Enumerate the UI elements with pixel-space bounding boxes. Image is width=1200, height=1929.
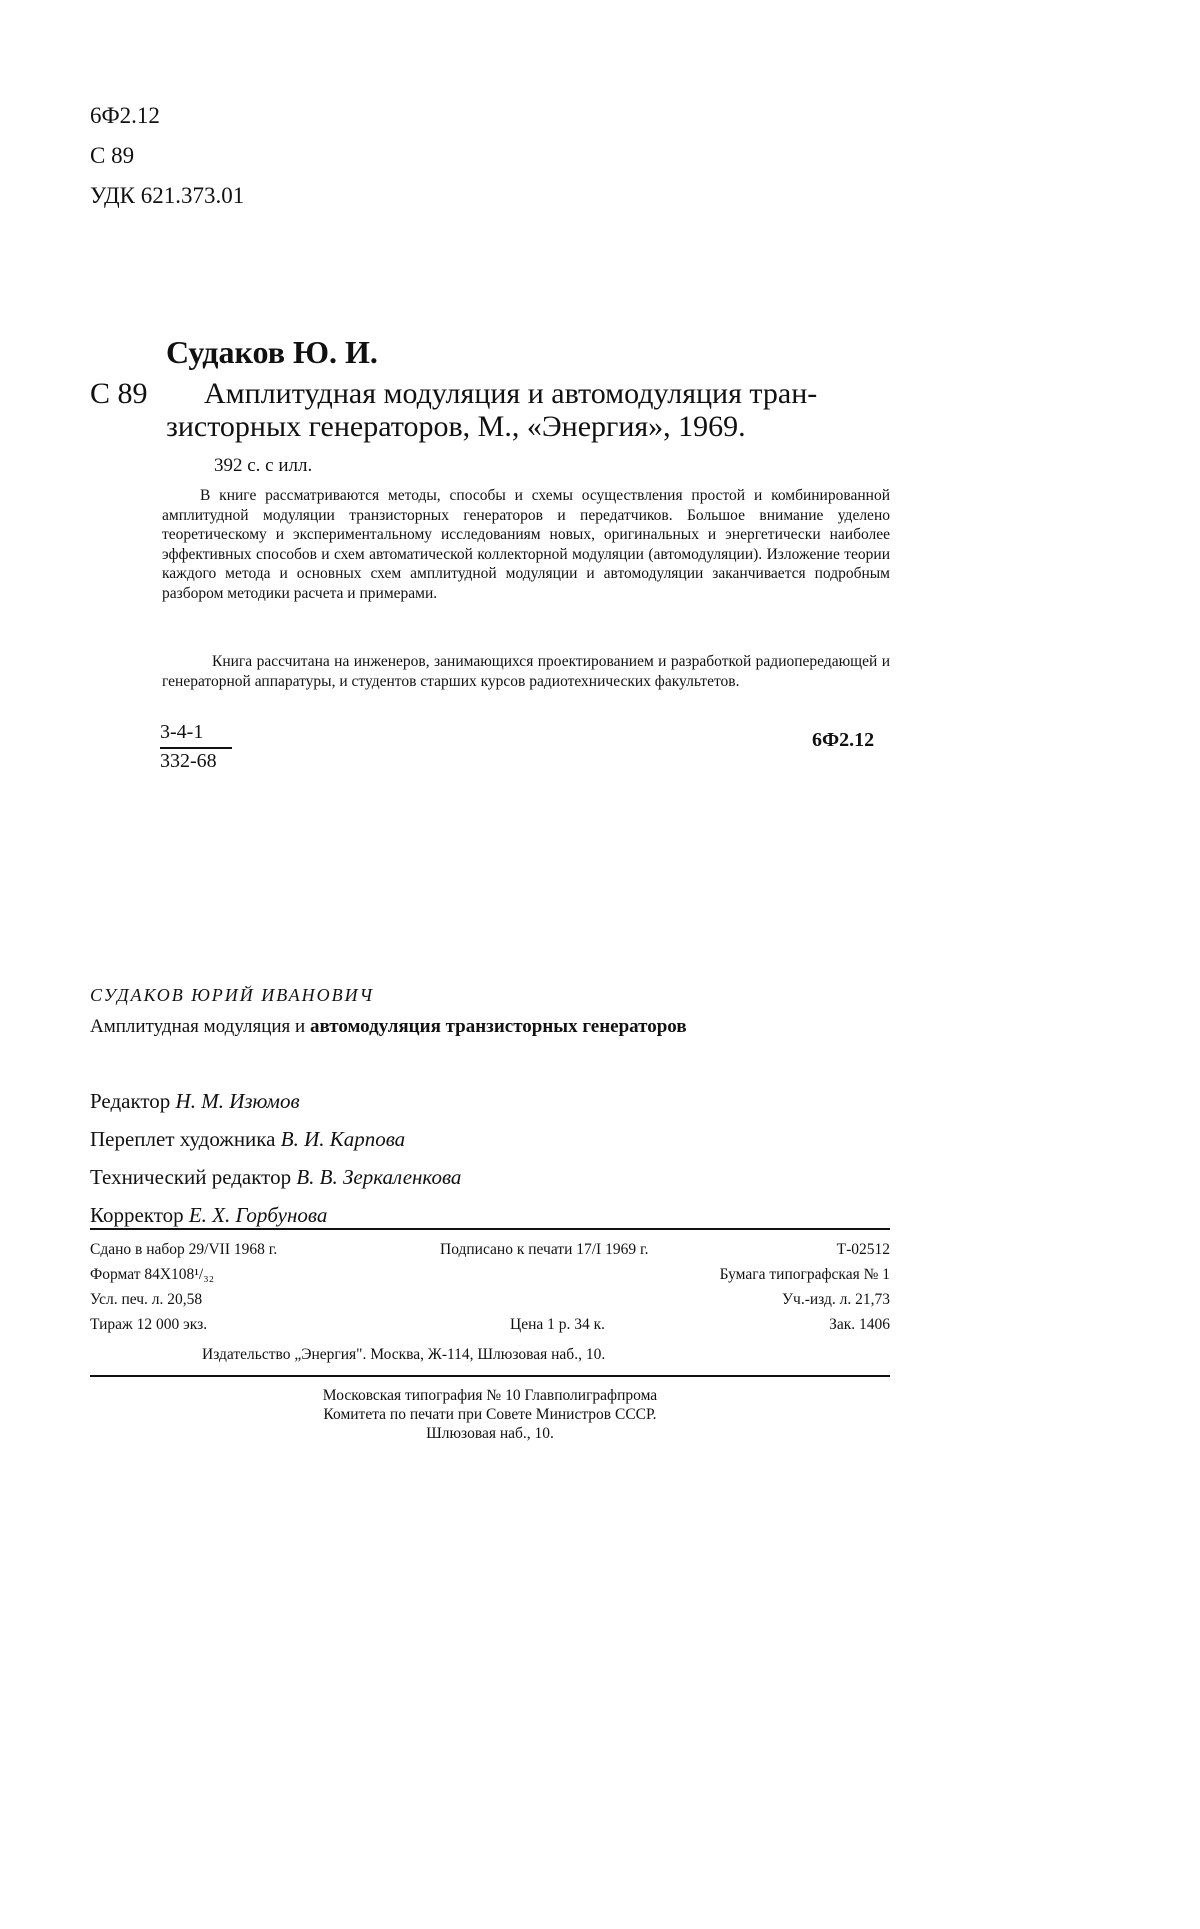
bbk-index: 6Ф2.12 — [90, 103, 160, 128]
corrector-name: Е. Х. Горбунова — [188, 1203, 328, 1227]
author-mark: С 89 — [90, 143, 135, 168]
tech-name: В. В. Зеркаленкова — [296, 1165, 462, 1189]
paper-format: Формат 84Х108¹/₃₂ — [90, 1266, 215, 1283]
card-pages: 392 с. с илл. — [214, 455, 313, 476]
print-row-5 — [90, 1337, 890, 1369]
signed-date: Подписано к печати 17/I 1969 г. — [440, 1241, 649, 1258]
submitted-date: Сдано в набор 29/VII 1968 г. — [90, 1241, 278, 1258]
print-run: Тираж 12 000 экз. — [90, 1316, 208, 1333]
print-row-2 — [90, 1262, 890, 1287]
corrector-label: Корректор — [90, 1203, 189, 1227]
printer-line3: Шлюзовая наб., 10. — [426, 1425, 554, 1442]
print-details — [90, 1237, 890, 1369]
imprint-title-bold: автомодуляция транзисторных генераторов — [309, 1016, 687, 1037]
order-number: Зак. 1406 — [829, 1316, 890, 1333]
price: Цена 1 р. 34 к. — [510, 1316, 606, 1333]
card-abstract-p1: В книге рассматриваются методы, способы и схемы осуществления простой и комбинированной амплитудной модуляции транзисторных генераторов и передатчиков. Большое внимание уделено теоретическому и экспериментальному исследованиям новых, оригинальных и энергетически наиболее эффективных способов и схем автоматической коллекторной модуляции (автомодуляции). Изложение теории каждого метода и основных схем амплитудной модуляции и автомодуляции заканчивается подробным разбором методики расчета и примерами. — [162, 487, 890, 602]
fraction-line — [160, 747, 232, 749]
header-block — [90, 96, 244, 216]
cover-label: Переплет художника — [90, 1127, 281, 1151]
print-row-3 — [90, 1287, 890, 1312]
printer-line1: Московская типография № 10 Главполиграфпрома — [322, 1387, 658, 1404]
imprint-title-plain: Амплитудная модуляция и — [90, 1016, 310, 1037]
editor-label: Редактор — [90, 1089, 176, 1113]
cover-artist-line — [90, 1120, 461, 1158]
card-title-line1: Амплитудная модуляция и автомодуляция тран- — [204, 377, 818, 410]
card-abstract-p2: Книга рассчитана на инженеров, занимающихся проектированием и разработкой радиопередающей и генераторной аппаратуры, и студентов старших курсов радиотехнических факультетов. — [162, 653, 890, 690]
card-bbk-right: 6Ф2.12 — [812, 729, 875, 751]
divider-bottom — [90, 1375, 890, 1377]
udc-index: УДК 621.373.01 — [90, 183, 245, 208]
print-code: Т-02512 — [836, 1241, 890, 1258]
editor-name: Н. М. Изюмов — [175, 1089, 300, 1113]
editor-line — [90, 1082, 461, 1120]
card-author: Судаков Ю. И. — [166, 334, 378, 370]
print-sheets: Усл. печ. л. 20,58 — [90, 1291, 203, 1308]
card-code-bottom: 332-68 — [160, 750, 217, 772]
card-code-top: 3-4-1 — [160, 721, 204, 743]
printer-line2: Комитета по печати при Совете Министров СССР. — [323, 1406, 657, 1423]
divider-top — [90, 1228, 890, 1230]
publisher: Издательство „Энергия". Москва, Ж-114, Шлюзовая наб., 10. — [202, 1346, 606, 1363]
imprint-author: СУДАКОВ ЮРИЙ ИВАНОВИЧ — [90, 985, 374, 1005]
imprint-title — [90, 1015, 890, 1039]
tech-editor-line — [90, 1158, 461, 1196]
card-mark: С 89 — [90, 377, 148, 410]
paper-type: Бумага типографская № 1 — [719, 1266, 890, 1283]
printer-block — [90, 1386, 890, 1443]
imprint-staff — [90, 1082, 461, 1234]
print-row-1 — [90, 1237, 890, 1262]
tech-label: Технический редактор — [90, 1165, 297, 1189]
print-row-4 — [90, 1312, 890, 1337]
cover-name: В. И. Карпова — [280, 1127, 406, 1151]
pub-sheets: Уч.-изд. л. 21,73 — [782, 1291, 890, 1308]
card-title-line2: зисторных генераторов, М., «Энергия», 1969. — [166, 410, 746, 443]
